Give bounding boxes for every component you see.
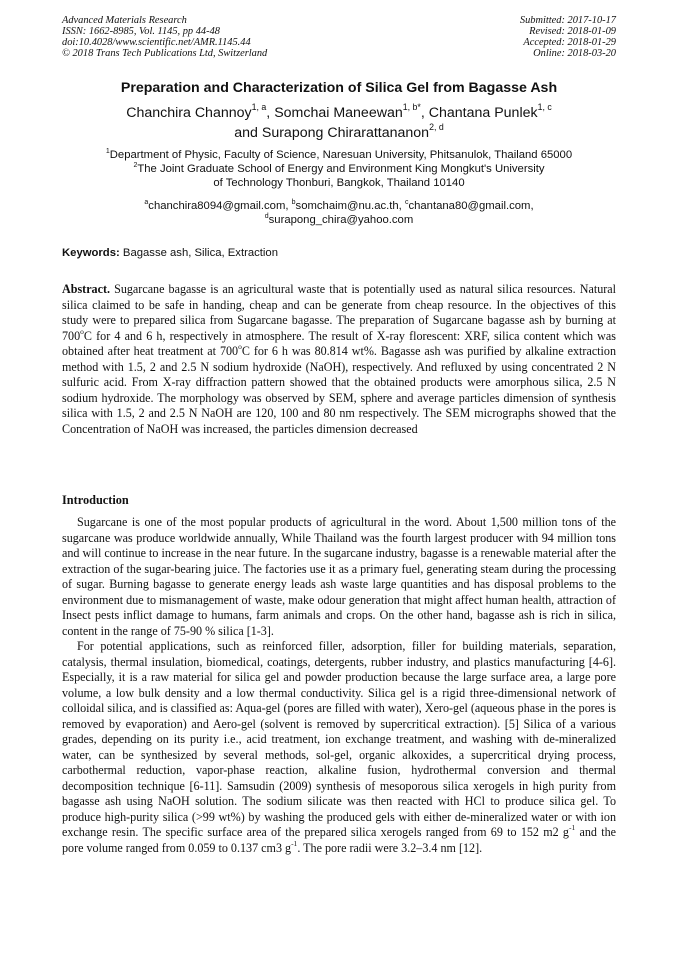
- affiliation-2: [40, 162, 638, 176]
- affiliation-number: 2: [133, 161, 138, 169]
- abstract-text: Sugarcane bagasse is an agricultural waste that is potentially used as natural silica resources. Natural silica claimed to be safe in handing, cheap and can be generate from cheap resource. In the objectives of this study were to prepared silica from Sugarcane bagasse. The preparation of Sugarcane bagasse ash by burning at 700: [62, 282, 616, 343]
- degree-superscript: o: [80, 326, 84, 336]
- affiliations: [40, 148, 638, 190]
- keywords-line: [62, 247, 616, 259]
- affiliation-text: Department of Physic, Faculty of Science, Naresuan University, Phitsanulok, Thailand 65000: [109, 149, 573, 161]
- keywords-label: Keywords:: [62, 247, 120, 259]
- doi-line: doi:10.4028/www.scientific.net/AMR.1145.44: [62, 37, 251, 48]
- abstract-text: C for 4 and 6 h, respectively in atmosphere. The result of X-ray florescent: XRF, silica content which was obtained after heat treatment at 700: [62, 328, 616, 358]
- author-list: Chanchira Channoy$^{1, a}$, Somchai Maneewan$^{1, b*}$, Chantana Punlek$^{1, c}$ and Surapong Chirarattananon$^{2, d}$: [126, 102, 552, 141]
- author-conjunction: and: [234, 125, 258, 141]
- accepted-date: Accepted: 2018-01-29: [523, 37, 616, 48]
- introduction-heading: Introduction: [62, 493, 129, 507]
- paragraph-text: . The pore radii were 3.2–3.4 nm [12].: [297, 840, 483, 855]
- email-superscript: d: [264, 212, 269, 220]
- intro-paragraph-1: Sugarcane is one of the most popular products of agricultural in the word. About 1,500 million tons of the sugarcane was produce worldwide annually, While Thailand was the fourth largest producer with 94 million tons and will continue to increase in the near future. In the sugarcane industry, bagasse is a renewable material after the extraction of the sugar-bearing juice. The factories use it as a primary fuel, generating steam during the processing of sugar. Burning bagasse to generate energy leads ash waste large quantities and has disposal problems to the environment due to mismanagement of waste, make odour generation that might affect human health, attraction of Insect pests inflict damage to humans, farm animals and crops. On the other hand, bagasse ash is rich in silica, content in the range of 75-90 % silica [1-3].: [62, 515, 616, 638]
- author-superscript: 1, b*: [402, 102, 421, 113]
- paragraph-text: For potential applications, such as reinforced filler, adsorption, filler for building materials, separation, catalysis, thermal insulation, biomedical, coatings, detergents, rubber industry, and plastics manufacturing [4-6]. Especially, it is a raw material for silica gel and powder production because the large surface area, a large pore volume, a low bulk density and a low thermal conductivity. Silica gel is a rigid three-dimensional network of colloidal silica, and is classified as: Aqua-gel (pores are filled with water), Xero-gel (aqueous phase in the pores is removed by evaporation) and Aero-gel (solvent is removed by supercritical extraction). [5] Silica of a various grades, depending on its purity i.e., acid treatment, ion exchange treatment, and washing with de-mineralized water, can be synthesized by several methods, sol-gel, organic alkoxides, a supercritical drying process, carbothermal reduction, vapor-phase reaction, alkaline fusion, hydrothermal conversion and thermal decomposition technique [6-11]. Samsudin (2009) synthesis of mesoporous silica xerogels in high purity from bagasse ash using NaOH solution. The sodium silicate was then reacted with HCl to produce silica gel. To produce high-purity silica (>99 wt%) by washing the produced gels with either de-mineralized water or with ion exchange resin. The specific surface area of the prepared silica xerogels ranged from 69 to 152 m2 g: [62, 639, 616, 839]
- unit-superscript: -1: [568, 823, 576, 833]
- email-superscript: a: [144, 198, 149, 206]
- paper-title: Preparation and Characterization of Silica Gel from Bagasse Ash: [120, 80, 558, 96]
- affiliation-number: 1: [105, 147, 110, 155]
- author-name: Chanchira Channoy: [126, 105, 252, 121]
- author-name: Surapong Chirarattananon: [261, 125, 430, 141]
- author-superscript: 1, a: [251, 102, 267, 113]
- abstract-text: C for 6 h was 80.814 wt%. Bagasse ash was purified by alkaline extraction method with 1.5, 2 and 2.5 N sodium hydroxide (NaOH), respectively. And refluxed by using concentrated 2 N sulfuric acid. From X-ray diffraction pattern showed that the obtained products were amorphous silica, 2.5 N sodium hydroxide. The morphology was observed by SEM, sphere and average particles dimension of synthesis silica with 1.5, 2 and 2.5 N NaOH are 120, 100 and 80 nm respectively. The SEM micrographs showed that the Concentration of NaOH was increased, the particles dimension decreased: [62, 344, 616, 436]
- introduction-body: [62, 515, 616, 856]
- copyright-line: © 2018 Trans Tech Publications Ltd, Switzerland: [62, 48, 268, 59]
- affiliation-2-line-2: of Technology Thonburi, Bangkok, Thailand 10140: [213, 177, 465, 189]
- email-superscript: c: [404, 198, 409, 206]
- author-name: Somchai Maneewan: [274, 105, 403, 121]
- author-superscript: 2, d: [429, 122, 444, 133]
- email-link[interactable]: chanchira8094@gmail.com,: [148, 200, 289, 212]
- journal-header: [62, 15, 267, 59]
- email-list: [40, 199, 638, 227]
- email-link[interactable]: surapong_chira@yahoo.com: [268, 214, 414, 226]
- degree-superscript: o: [238, 342, 242, 352]
- online-date: Online: 2018-03-20: [533, 48, 616, 59]
- paragraph-text: and the pore volume ranged from 0.059 to 0.137 cm3 g: [62, 825, 616, 855]
- email-link[interactable]: somchaim@nu.ac.th,: [295, 200, 402, 212]
- revised-date: Revised: 2018-01-09: [529, 26, 616, 37]
- affiliation-text: The Joint Graduate School of Energy and Environment King Mongkut's University: [137, 163, 545, 175]
- issn-line: ISSN: 1662-8985, Vol. 1145, pp 44-48: [62, 26, 220, 37]
- affiliation-1: [40, 148, 638, 162]
- intro-paragraph-2: [62, 639, 616, 856]
- email-superscript: b: [291, 198, 296, 206]
- dates-header: [520, 15, 616, 59]
- email-link[interactable]: chantana80@gmail.com,: [408, 200, 534, 212]
- keywords-text: Bagasse ash, Silica, Extraction: [122, 247, 279, 259]
- journal-name: Advanced Materials Research: [62, 15, 187, 26]
- submitted-date: Submitted: 2017-10-17: [519, 15, 616, 26]
- abstract-section: [62, 282, 616, 437]
- author-name: Chantana Punlek: [428, 105, 538, 121]
- unit-superscript: -1: [291, 838, 298, 848]
- author-superscript: 1, c: [537, 102, 552, 113]
- abstract-label: Abstract.: [62, 282, 111, 296]
